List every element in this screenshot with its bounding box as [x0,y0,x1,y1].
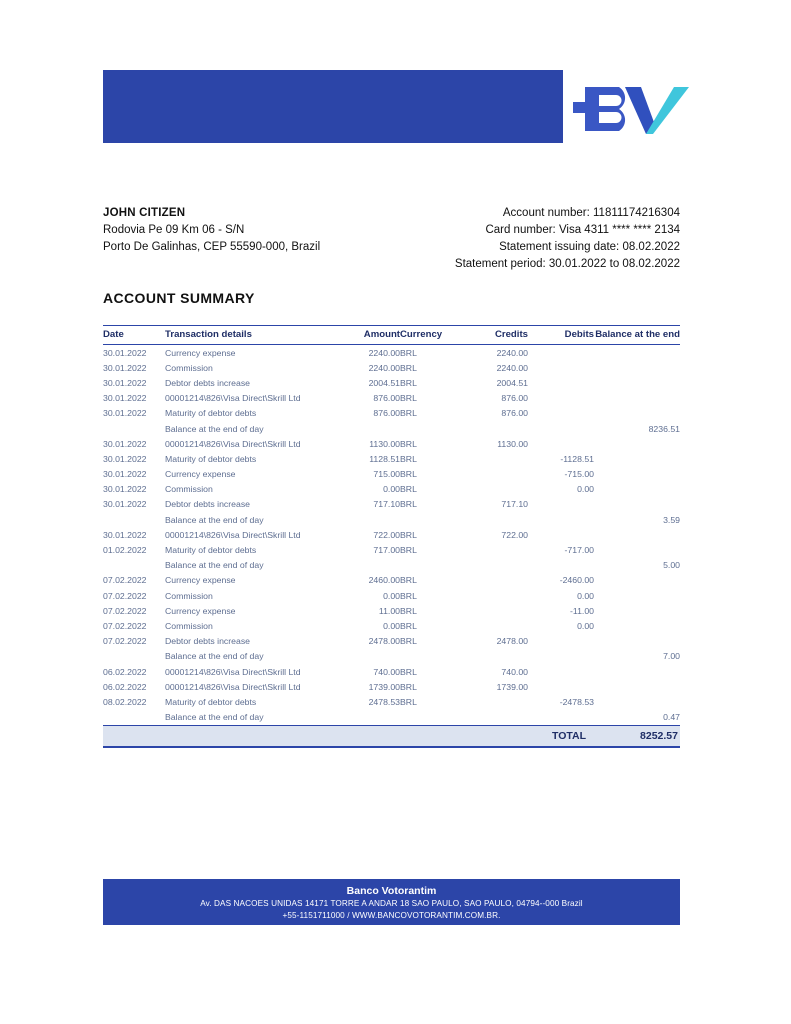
cell-currency: BRL [400,393,417,404]
cell-debits [528,527,594,542]
cell-credits [462,542,528,557]
table-row [103,603,680,618]
cell-debits: -11.00 [570,605,594,616]
cell-balance [594,634,680,649]
cell-debits: -2478.53 [559,696,594,707]
cell-details: 00001214\826\Visa Direct\Skrill Ltd [165,393,301,404]
cell-credits: 2478.00 [496,636,528,647]
cell-date: 07.02.2022 [103,636,147,647]
cell-details: Debtor debts increase [165,499,250,510]
cell-date [103,512,165,527]
cell-currency: BRL [400,681,417,692]
cell-details: Commission [165,620,213,631]
column-header-credits: Credits [462,326,528,345]
cell-currency: BRL [400,377,417,388]
table-row [103,391,680,406]
cell-date [103,710,165,726]
cell-balance [594,618,680,633]
cell-date: 30.01.2022 [103,408,147,419]
cell-currency [400,421,462,436]
table-row [103,375,680,390]
table-row [103,573,680,588]
cell-date: 08.02.2022 [103,696,147,707]
cell-balance [594,436,680,451]
cell-amount [329,512,400,527]
cell-balance [594,497,680,512]
column-header-amount: Amount [329,326,400,345]
cell-credits: 2004.51 [496,377,528,388]
cell-debits [528,664,594,679]
cell-amount: 2240.00 [368,347,400,358]
table-row [103,406,680,421]
cell-debits [528,421,594,436]
total-spacer [103,725,462,747]
column-header-date: Date [103,326,165,345]
cell-credits [462,467,528,482]
cell-currency: BRL [400,484,417,495]
table-row [103,634,680,649]
cell-details: Debtor debts increase [165,377,250,388]
cell-credits [462,694,528,709]
cell-balance: 7.00 [663,651,680,662]
cell-credits: 1130.00 [497,438,528,449]
cell-amount: 2004.51 [368,377,400,388]
cell-currency: BRL [400,696,417,707]
cell-date: 07.02.2022 [103,605,147,616]
cell-credits [462,421,528,436]
cell-credits: 2240.00 [496,362,528,373]
table-header-row [103,326,680,345]
cell-balance [594,391,680,406]
cell-currency: BRL [400,636,417,647]
cell-debits [528,634,594,649]
cell-credits: 1739.00 [496,681,528,692]
cell-amount: 876.00 [373,393,400,404]
column-header-debits: Debits [528,326,594,345]
table-body [103,345,680,726]
cell-credits: 740.00 [501,666,528,677]
customer-address-block [103,205,403,256]
cell-balance: 8236.51 [648,423,680,434]
cell-balance [594,375,680,390]
cell-debits: -717.00 [564,545,594,556]
cell-debits [528,391,594,406]
customer-name: JOHN CITIZEN [103,207,186,219]
cell-date: 30.01.2022 [103,469,147,480]
cell-balance [594,467,680,482]
page-title: ACCOUNT SUMMARY [103,290,255,306]
cell-balance [594,542,680,557]
cell-debits [528,679,594,694]
cell-balance [594,573,680,588]
cell-details: Currency expense [165,605,236,616]
cell-debits: -1128.51 [560,453,594,464]
cell-amount [329,421,400,436]
cell-debits: 0.00 [577,590,594,601]
cell-amount: 722.00 [373,529,400,540]
cell-balance [594,345,680,361]
cell-balance [594,603,680,618]
table-row [103,679,680,694]
table-row [103,467,680,482]
cell-credits [462,618,528,633]
footer-address: Av. DAS NACOES UNIDAS 14171 TORRE A ANDAR 18 SAO PAULO, SAO PAULO, 04794--000 Brazil [200,899,583,908]
cell-date [103,421,165,436]
cell-balance [594,694,680,709]
cell-credits [462,512,528,527]
cell-details: Balance at the end of day [165,560,264,571]
total-spacer-credits [462,725,528,747]
balance-row [103,558,680,573]
cell-date: 30.01.2022 [103,529,147,540]
table-row [103,588,680,603]
cell-credits: 2240.00 [496,347,528,358]
balance-row [103,421,680,436]
cell-balance [594,451,680,466]
cell-amount: 715.00 [373,469,400,480]
cell-date: 30.01.2022 [103,453,147,464]
cell-credits [462,558,528,573]
cell-debits: -2460.00 [559,575,594,586]
cell-amount: 11.00 [378,605,400,616]
cell-currency: BRL [400,499,417,510]
cell-debits [528,649,594,664]
cell-debits [528,512,594,527]
cell-date: 30.01.2022 [103,484,147,495]
cell-details: 00001214\826\Visa Direct\Skrill Ltd [165,529,301,540]
cell-amount: 876.00 [373,408,400,419]
cell-balance: 3.59 [663,514,680,525]
cell-details: 00001214\826\Visa Direct\Skrill Ltd [165,438,301,449]
cell-currency: BRL [400,575,417,586]
cell-currency: BRL [400,438,417,449]
cell-date: 30.01.2022 [103,393,147,404]
cell-balance [594,482,680,497]
cell-amount: 717.10 [373,499,400,510]
cell-currency: BRL [400,605,417,616]
cell-currency: BRL [400,590,417,601]
cell-amount: 2460.00 [368,575,400,586]
cell-debits [528,375,594,390]
cell-amount: 1130.00 [369,438,400,449]
table-row [103,451,680,466]
cell-date: 07.02.2022 [103,620,147,631]
cell-details: Balance at the end of day [165,651,264,662]
table-total-row [103,725,680,747]
cell-amount: 740.00 [373,666,400,677]
table-row [103,482,680,497]
cell-details: Debtor debts increase [165,636,250,647]
cell-details: Currency expense [165,469,236,480]
cell-amount: 1128.51 [369,453,400,464]
cell-date: 06.02.2022 [103,681,147,692]
table-row [103,664,680,679]
table-row [103,527,680,542]
cell-details: Currency expense [165,347,236,358]
account-details-block [455,205,680,273]
cell-debits [528,497,594,512]
cell-date: 06.02.2022 [103,666,147,677]
cell-details: Balance at the end of day [165,423,264,434]
total-value: 8252.57 [594,725,680,747]
cell-currency: BRL [400,408,417,419]
table-row [103,360,680,375]
cell-amount: 0.00 [383,620,400,631]
cell-credits: 717.10 [501,499,528,510]
cell-credits [462,603,528,618]
cell-credits [462,451,528,466]
table-row [103,618,680,633]
cell-currency: BRL [400,545,417,556]
cell-amount: 1739.00 [368,681,400,692]
cell-currency: BRL [400,362,417,373]
cell-details: Currency expense [165,575,236,586]
statement-period: Statement period: 30.01.2022 to 08.02.2022 [454,258,680,270]
table-row [103,694,680,709]
customer-address-line-1: Rodovia Pe 09 Km 06 - S/N [103,224,245,236]
cell-date: 30.01.2022 [103,438,147,449]
cell-amount [329,649,400,664]
cell-amount: 717.00 [373,545,400,556]
cell-currency [400,649,462,664]
cell-details: Maturity of debtor debts [165,696,257,707]
column-header-balance: Balance at the end [594,326,680,345]
cell-amount [329,710,400,726]
footer-bar [103,879,680,925]
cell-amount: 2240.00 [368,362,400,373]
cell-date: 07.02.2022 [103,575,147,586]
table-row [103,345,680,361]
cell-currency [400,710,462,726]
column-header-details: Transaction details [165,326,329,345]
statement-issuing-date: Statement issuing date: 08.02.2022 [499,241,680,253]
cell-balance [594,527,680,542]
cell-currency: BRL [400,529,417,540]
cell-credits [462,588,528,603]
cell-details: 00001214\826\Visa Direct\Skrill Ltd [165,681,301,692]
cell-debits [528,360,594,375]
cell-balance [594,588,680,603]
cell-credits: 876.00 [501,408,528,419]
account-summary-table [103,325,680,748]
cell-amount: 0.00 [383,484,400,495]
cell-details: Commission [165,484,213,495]
cell-amount: 2478.00 [368,636,400,647]
cell-debits [528,436,594,451]
cell-details: Maturity of debtor debts [165,545,257,556]
cell-date [103,558,165,573]
cell-date: 07.02.2022 [103,590,147,601]
cell-date [103,649,165,664]
cell-currency: BRL [400,620,417,631]
cell-date: 30.01.2022 [103,499,147,510]
balance-row [103,512,680,527]
cell-credits [462,482,528,497]
footer-contact: +55-1151711000 / WWW.BANCOVOTORANTIM.COM.BR. [282,911,501,920]
card-number: Card number: Visa 4311 **** **** 2134 [485,224,680,236]
cell-credits [462,710,528,726]
cell-amount: 2478.53 [368,696,400,707]
total-label: TOTAL [528,725,594,747]
cell-balance: 5.00 [663,560,680,571]
cell-credits [462,649,528,664]
cell-balance [594,679,680,694]
cell-date: 01.02.2022 [103,545,147,556]
cell-details: Balance at the end of day [165,514,264,525]
customer-address-line-2: Porto De Galinhas, CEP 55590-000, Brazil [103,241,321,253]
cell-details: 00001214\826\Visa Direct\Skrill Ltd [165,666,301,677]
cell-debits: -715.00 [564,469,594,480]
column-header-currency: Currency [400,326,462,345]
cell-debits: 0.00 [577,484,594,495]
table-row [103,497,680,512]
cell-balance [594,360,680,375]
cell-date: 30.01.2022 [103,347,147,358]
cell-currency: BRL [400,666,417,677]
balance-row [103,710,680,726]
cell-currency [400,558,462,573]
balance-row [103,649,680,664]
cell-debits [528,406,594,421]
cell-balance: 0.47 [663,712,680,723]
cell-debits [528,558,594,573]
account-number: Account number: 11811174216304 [502,207,680,219]
cell-details: Commission [165,590,213,601]
cell-currency: BRL [400,453,417,464]
bv-logo [571,78,691,140]
cell-credits: 876.00 [501,393,528,404]
cell-balance [594,664,680,679]
cell-date: 30.01.2022 [103,362,147,373]
table-row [103,542,680,557]
cell-date: 30.01.2022 [103,377,147,388]
header-banner [103,70,563,143]
cell-debits [528,345,594,361]
cell-currency [400,512,462,527]
cell-details: Maturity of debtor debts [165,408,257,419]
cell-credits: 722.00 [501,529,528,540]
cell-details: Balance at the end of day [165,712,264,723]
cell-amount [329,558,400,573]
cell-currency: BRL [400,469,417,480]
cell-amount: 0.00 [383,590,400,601]
cell-details: Commission [165,362,213,373]
table-row [103,436,680,451]
cell-balance [594,406,680,421]
cell-debits [528,710,594,726]
cell-debits: 0.00 [577,620,594,631]
cell-currency: BRL [400,347,417,358]
cell-details: Maturity of debtor debts [165,453,257,464]
cell-credits [462,573,528,588]
footer-bank-name: Banco Votorantim [346,885,437,897]
